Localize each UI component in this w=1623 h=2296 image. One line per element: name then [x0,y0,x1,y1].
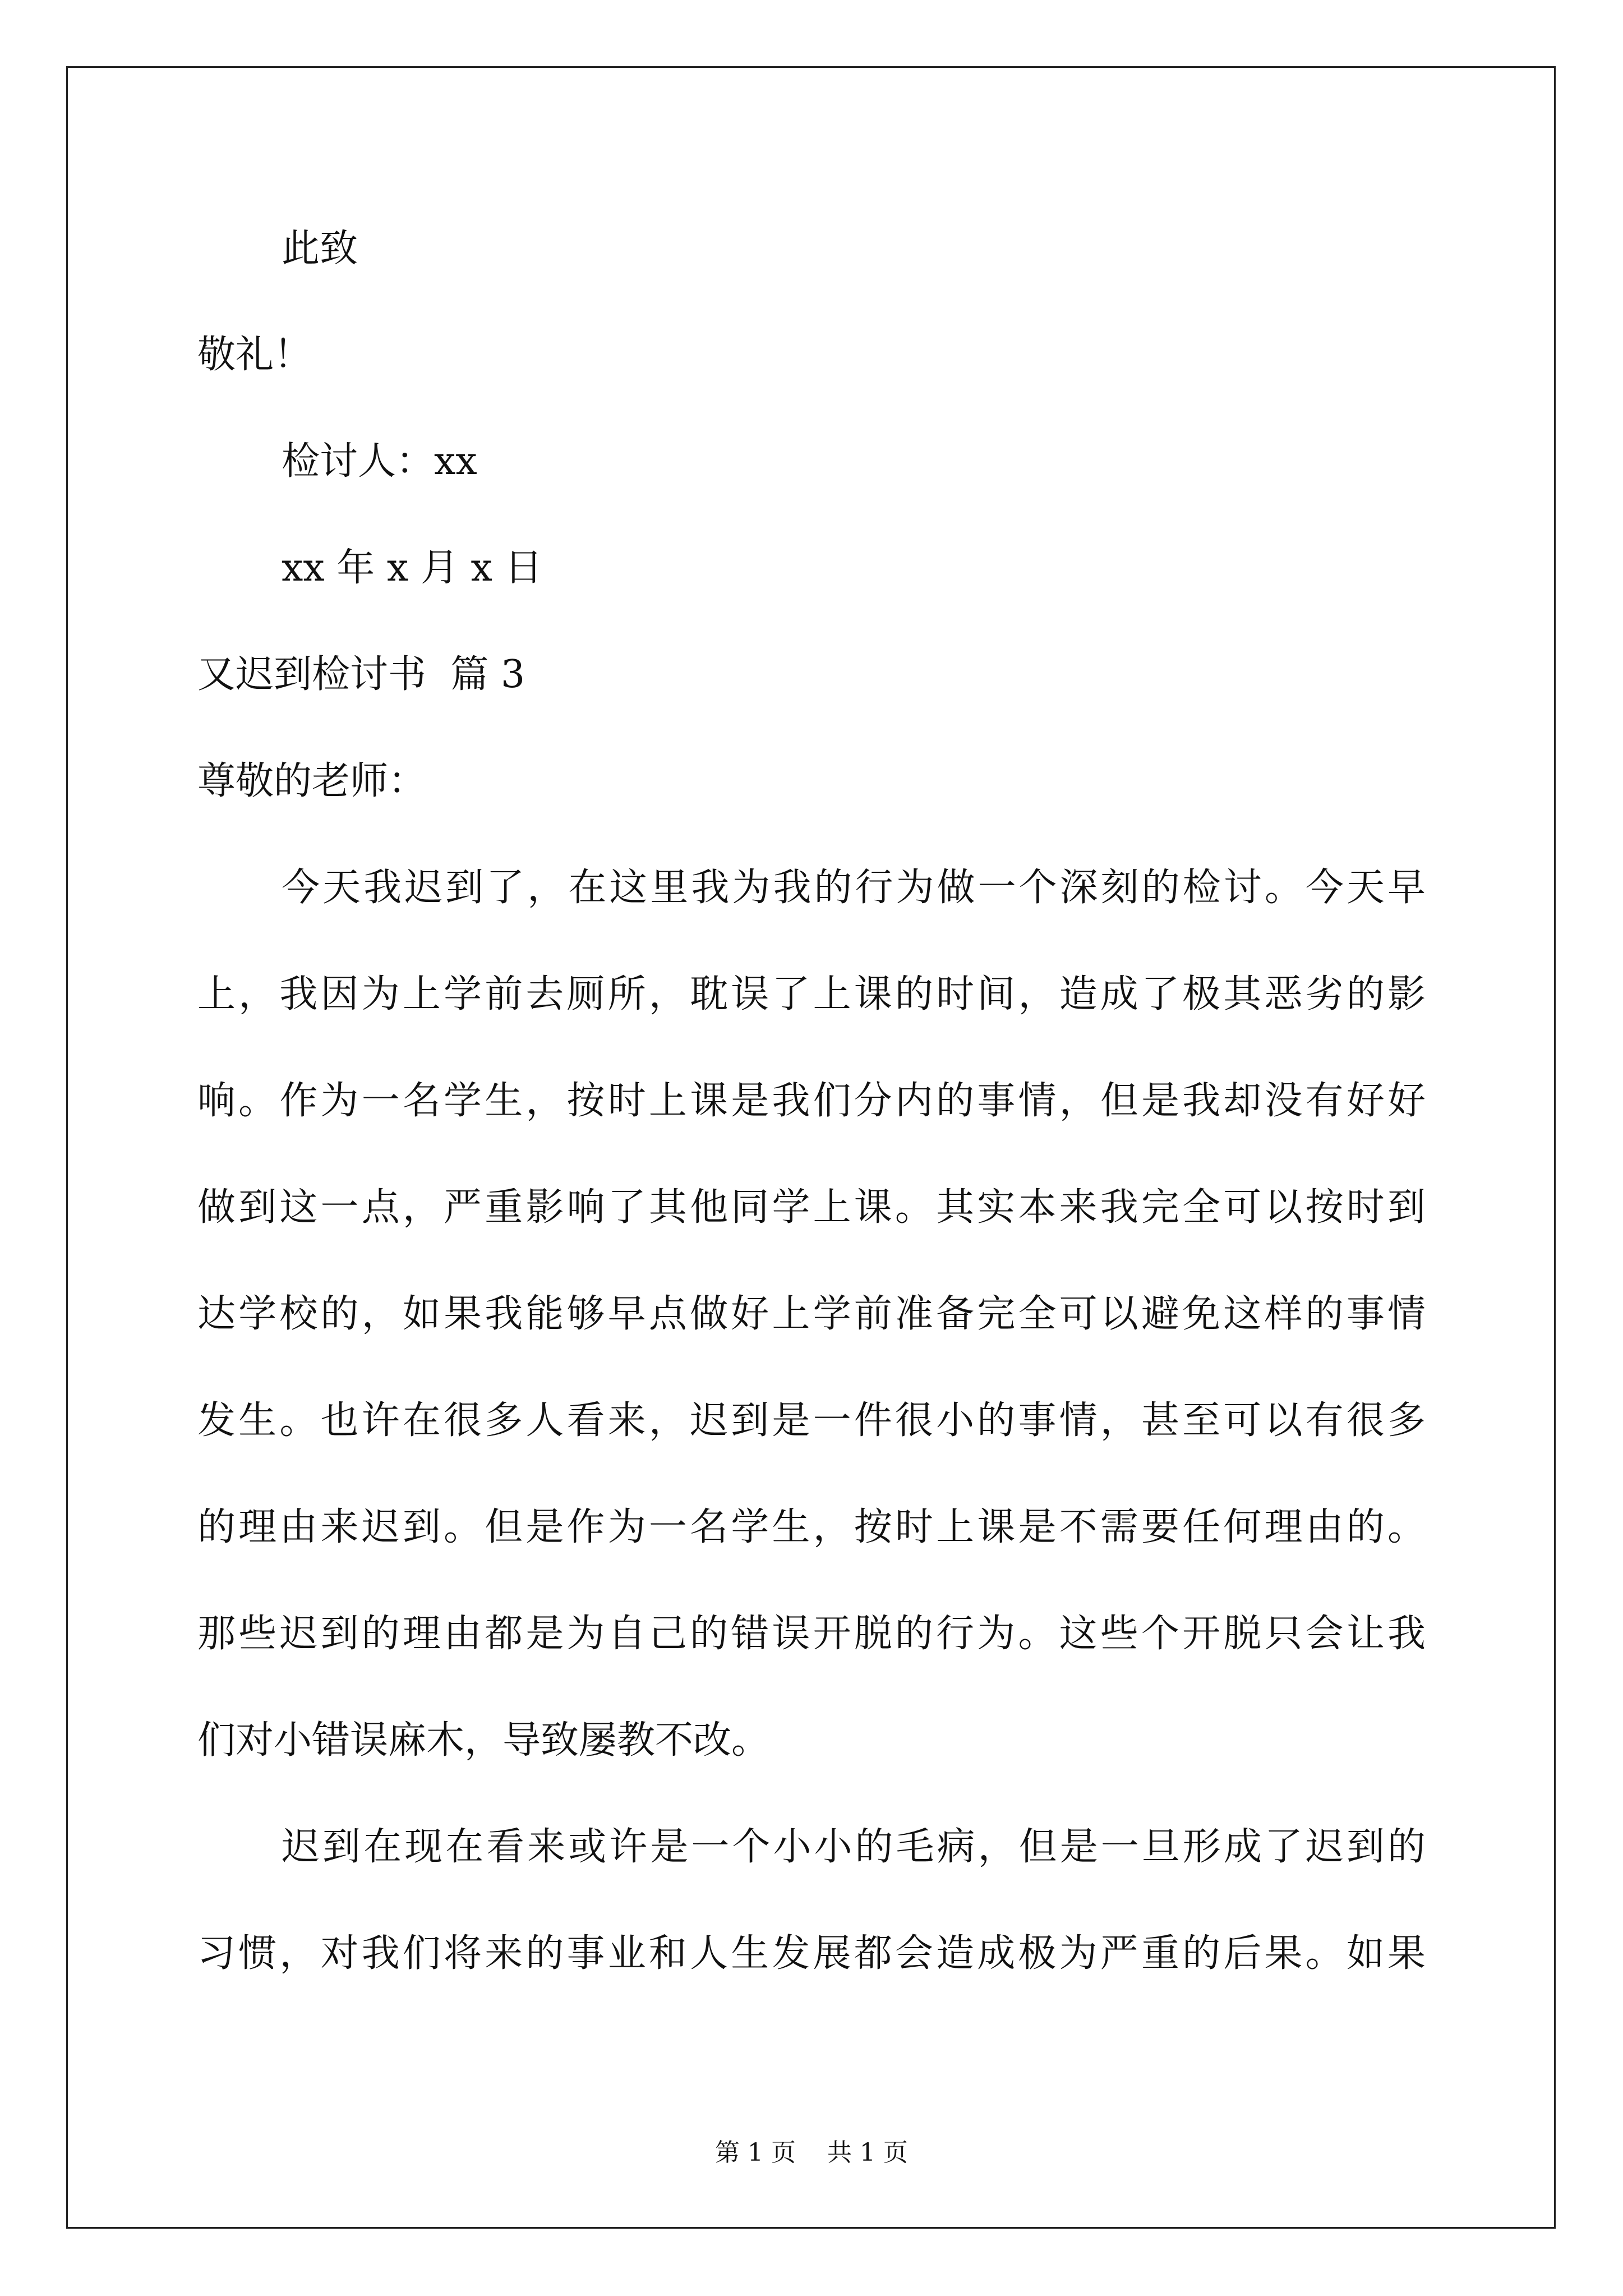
page-footer: 第 1 页 共 1 页 [715,2138,908,2167]
paragraph-line: 响。作为一名学生，按时上课是我们分内的事情，但是我却没有好好 [197,1079,1426,1123]
paragraph-line: 的理由来迟到。但是作为一名学生，按时上课是不需要任何理由的。 [197,1505,1426,1549]
signer-line: 检讨人：xx [282,439,477,484]
greeting: 尊敬的老师： [197,759,427,803]
page-border [66,66,1556,2229]
paragraph-line: 迟到在现在看来或许是一个小小的毛病，但是一旦形成了迟到的 [282,1825,1426,1869]
paragraph-line: 那些迟到的理由都是为自己的错误开脱的行为。这些个开脱只会让我 [197,1612,1426,1656]
closing-salutation: 此致 [282,227,358,271]
paragraph-line: 上，我因为上学前去厕所，耽误了上课的时间，造成了极其恶劣的影 [197,972,1426,1016]
section-title: 又迟到检讨书 篇 3 [197,652,525,697]
paragraph-line: 今天我迟到了，在这里我为我的行为做一个深刻的检讨。今天早 [282,866,1426,910]
paragraph-line: 发生。也许在很多人看来，迟到是一件很小的事情，甚至可以有很多 [197,1398,1426,1443]
paragraph-line: 们对小错误麻木，导致屡教不改。 [197,1718,770,1763]
closing-regards: 敬礼！ [197,333,312,377]
date-line: xx 年 x 月 x 日 [282,546,543,590]
paragraph-line: 做到这一点，严重影响了其他同学上课。其实本来我完全可以按时到 [197,1185,1426,1230]
paragraph-line: 习惯，对我们将来的事业和人生发展都会造成极为严重的后果。如果 [197,1931,1426,1976]
paragraph-line: 达学校的，如果我能够早点做好上学前准备完全可以避免这样的事情 [197,1292,1426,1336]
